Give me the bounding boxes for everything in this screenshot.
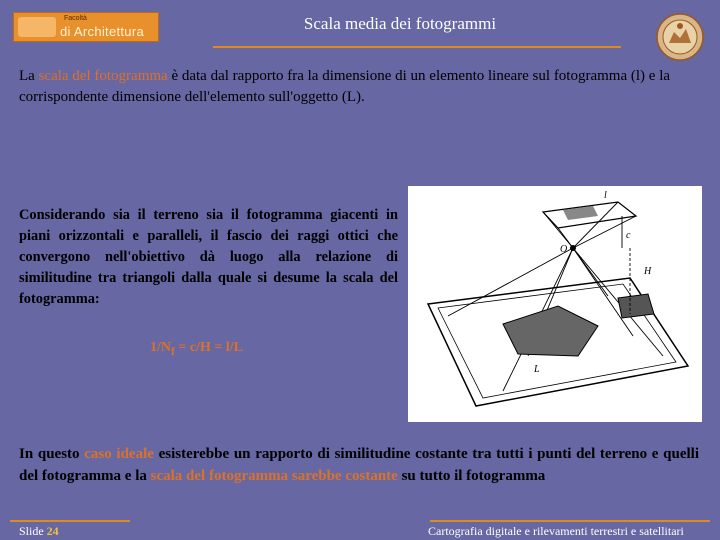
terrain-block — [618, 294, 654, 318]
logo-mark-icon — [18, 17, 56, 37]
logo-faculty-name: di Architettura — [60, 24, 144, 39]
bottom-mid: esisterebbe un rapporto di similitudine costante tra tutti i punti del terreno e quelli del fotogramma e la — [19, 446, 699, 484]
slide-number-value: 24 — [46, 524, 59, 538]
bottom-highlight-2: scala del fotogramma sarebbe costante — [150, 468, 398, 484]
consider-paragraph: Considerando sia il terreno sia il fotogramma giacenti in piani orizzontali e paralleli, il fascio dei raggi ottici che convergono nell'obiettivo dà luogo alla relazione di similitudine tra triangoli dalla quale si desume la scala del fotogramma: — [19, 207, 398, 307]
bottom-paragraph — [19, 443, 699, 487]
bottom-pre: In questo — [19, 446, 85, 462]
photogrammetry-figure — [408, 186, 702, 422]
logo-small-text: Facoltà — [64, 15, 87, 22]
intro-highlight: scala del fotogramma — [38, 68, 168, 84]
title-underline — [213, 46, 621, 48]
formula-pre: 1/N — [150, 340, 171, 355]
university-seal-icon — [655, 12, 705, 62]
footer-rule-left — [10, 520, 130, 522]
label-l: l — [604, 190, 607, 201]
label-h: H — [644, 266, 652, 277]
scale-formula — [150, 340, 243, 358]
bottom-highlight-1: caso ideale — [84, 446, 154, 462]
bottom-post: su tutto il fotogramma — [397, 468, 546, 484]
label-c: c — [626, 230, 631, 241]
slide-title: Scala media dei fotogrammi — [303, 14, 497, 33]
slide-label: Slide — [19, 524, 44, 538]
figure-diagram — [408, 186, 702, 422]
slide-number — [19, 524, 59, 539]
label-o: O — [560, 244, 568, 255]
footer-rule-right — [430, 520, 710, 522]
formula-sub: f — [171, 344, 175, 358]
faculty-logo — [13, 12, 159, 42]
course-title: Cartografia digitale e rilevamenti terrestri e satellitari — [428, 524, 684, 538]
label-big-l: L — [534, 364, 540, 375]
intro-post: è data dal rapporto fra la dimensione di un elemento lineare sul fotogramma (l) e la corrispondente dimensione dell'elemento sull'oggetto (L). — [19, 68, 671, 105]
formula-post: = c/H = l/L — [174, 340, 243, 355]
terrain-area — [503, 306, 598, 356]
intro-pre: La — [19, 68, 39, 84]
intro-paragraph — [19, 66, 705, 108]
